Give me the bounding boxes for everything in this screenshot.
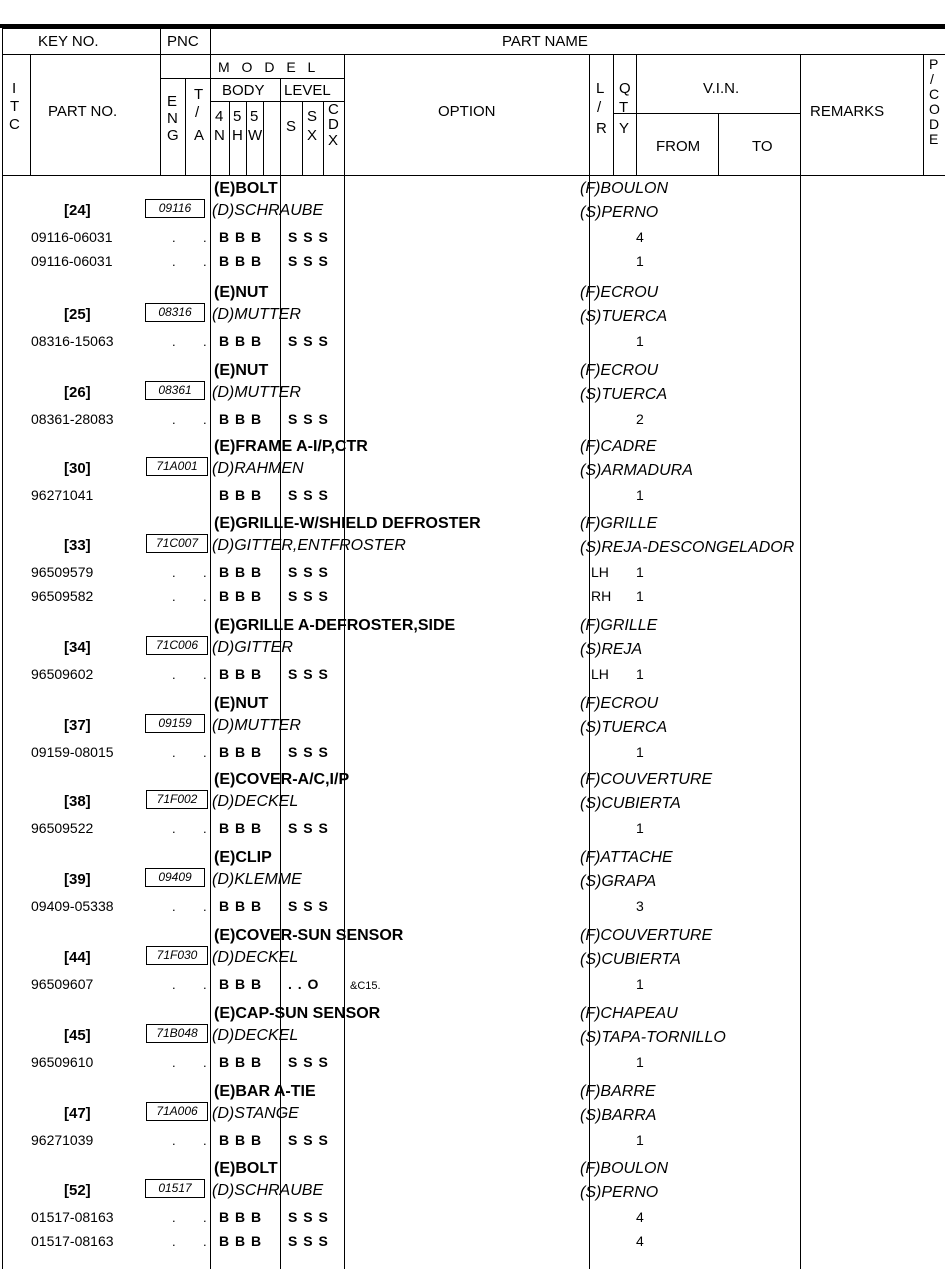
qty-value: 3	[636, 898, 644, 914]
part-name-de: (D)MUTTER	[212, 306, 301, 323]
eng-value: .	[172, 412, 176, 427]
body-codes: B B B	[219, 564, 263, 580]
part-name-de: (D)DECKEL	[212, 949, 299, 966]
qty-value: 4	[636, 1233, 644, 1249]
part-name-de: (D)DECKEL	[212, 793, 299, 810]
part-name-fr: (F)ECROU	[580, 362, 659, 379]
part-name-en: (E)FRAME A-I/P,CTR	[214, 438, 368, 455]
key-number: [47]	[64, 1105, 91, 1122]
qty-heading-3: Y	[619, 120, 630, 137]
eng-value: .	[172, 745, 176, 760]
part-name-en: (E)BOLT	[214, 180, 278, 197]
part-name-en: (E)GRILLE A-DEFROSTER,SIDE	[214, 617, 456, 634]
header-rule	[613, 113, 800, 114]
pnc-code: 71C007	[146, 534, 208, 553]
body-codes: B B B	[219, 1209, 263, 1225]
lr-value: RH	[591, 588, 612, 604]
pnc-code: 08316	[145, 303, 205, 322]
body-codes: B B B	[219, 333, 263, 349]
key-number: [44]	[64, 949, 91, 966]
part-name-en: (E)NUT	[214, 695, 269, 712]
ta-value: .	[203, 565, 207, 580]
key-number: [25]	[64, 306, 91, 323]
part-number: 96271039	[31, 1132, 94, 1148]
part-name-fr: (F)CADRE	[580, 438, 657, 455]
level-codes: S S S	[288, 1132, 329, 1148]
eng-value: .	[172, 821, 176, 836]
part-name-fr: (F)ECROU	[580, 695, 659, 712]
body-col-4n-2: N	[214, 127, 225, 144]
key-number: [24]	[64, 202, 91, 219]
part-name-fr: (F)ATTACHE	[580, 849, 673, 866]
qty-value: 1	[636, 976, 644, 992]
part-name-de: (D)SCHRAUBE	[212, 202, 324, 219]
pnc-code: 71A006	[146, 1102, 208, 1121]
lr-value: LH	[591, 666, 609, 682]
part-name-es: (S)ARMADURA	[580, 462, 693, 479]
eng-value: .	[172, 899, 176, 914]
part-name-fr: (F)BARRE	[580, 1083, 656, 1100]
part-name-en: (E)NUT	[214, 362, 269, 379]
part-name-fr: (F)BOULON	[580, 1160, 668, 1177]
lr-value: LH	[591, 564, 609, 580]
level-col-cdx-2: D	[328, 116, 339, 133]
part-number: 96509522	[31, 820, 94, 836]
part-name-en: (E)CAP-SUN SENSOR	[214, 1005, 381, 1022]
ta-value: .	[203, 745, 207, 760]
body-col-4n-1: 4	[215, 108, 224, 125]
part-number: 09116-06031	[31, 253, 113, 269]
part-name-en: (E)COVER-A/C,I/P	[214, 771, 350, 788]
part-name-es: (S)CUBIERTA	[580, 795, 681, 812]
ta-value: .	[203, 334, 207, 349]
part-name-en: (E)BAR A-TIE	[214, 1083, 316, 1100]
body-codes: B B B	[219, 820, 263, 836]
part-name-es: (S)TUERCA	[580, 386, 668, 403]
qty-value: 1	[636, 744, 644, 760]
qty-value: 2	[636, 411, 644, 427]
key-number: [38]	[64, 793, 91, 810]
eng-value: .	[172, 667, 176, 682]
part-name-de: (D)MUTTER	[212, 384, 301, 401]
level-codes: S S S	[288, 411, 329, 427]
part-name-fr: (F)BOULON	[580, 180, 668, 197]
body-codes: B B B	[219, 1132, 263, 1148]
level-codes: S S S	[288, 487, 329, 503]
eng-value: .	[172, 565, 176, 580]
vin-to-heading: TO	[752, 138, 773, 155]
body-codes: B B B	[219, 1054, 263, 1070]
part-name-fr: (F)CHAPEAU	[580, 1005, 678, 1022]
qty-value: 1	[636, 820, 644, 836]
ta-value: .	[203, 821, 207, 836]
pnc-heading: PNC	[167, 33, 199, 50]
ta-value: .	[203, 667, 207, 682]
body-codes: B B B	[219, 744, 263, 760]
ta-value: .	[203, 1210, 207, 1225]
eng-value: .	[172, 254, 176, 269]
lr-heading-3: R	[596, 120, 607, 137]
eng-value: .	[172, 1234, 176, 1249]
pnc-code: 71F002	[146, 790, 208, 809]
level-codes: S S S	[288, 898, 329, 914]
ta-value: .	[203, 254, 207, 269]
key-number: [37]	[64, 717, 91, 734]
pnc-code: 08361	[145, 381, 205, 400]
ta-heading-2: /	[195, 104, 200, 121]
part-name-es: (S)PERNO	[580, 204, 659, 221]
part-number: 08361-28083	[31, 411, 114, 427]
level-codes: S S S	[288, 564, 329, 580]
body-heading: BODY	[222, 82, 265, 99]
key-number: [26]	[64, 384, 91, 401]
body-codes: B B B	[219, 976, 263, 992]
vin-heading: V.I.N.	[703, 80, 740, 97]
part-name-en: (E)GRILLE-W/SHIELD DEFROSTER	[214, 515, 481, 532]
part-number: 96509602	[31, 666, 94, 682]
part-number: 09159-08015	[31, 744, 114, 760]
pcode-heading-3: C	[929, 86, 940, 102]
eng-value: .	[172, 1210, 176, 1225]
level-codes: . . O	[288, 976, 320, 992]
vin-from-heading: FROM	[656, 138, 701, 155]
qty-heading-2: T	[619, 99, 629, 116]
part-name-es: (S)CUBIERTA	[580, 951, 681, 968]
key-no-heading: KEY NO.	[38, 33, 99, 50]
body-codes: B B B	[219, 898, 263, 914]
qty-value: 4	[636, 229, 644, 245]
pnc-code: 71B048	[146, 1024, 208, 1043]
eng-heading-1: E	[167, 93, 178, 110]
qty-value: 4	[636, 1209, 644, 1225]
eng-heading-2: N	[167, 110, 178, 127]
qty-value: 1	[636, 588, 644, 604]
itc-heading-2: T	[10, 98, 20, 115]
part-name-en: (E)COVER-SUN SENSOR	[214, 927, 404, 944]
pcode-heading-5: D	[929, 116, 940, 132]
level-heading: LEVEL	[284, 82, 331, 99]
ta-value: .	[203, 412, 207, 427]
level-col-s: S	[286, 118, 297, 135]
eng-value: .	[172, 977, 176, 992]
lr-heading-2: /	[597, 99, 602, 116]
level-codes: S S S	[288, 820, 329, 836]
eng-value: .	[172, 589, 176, 604]
level-col-sx-2: X	[307, 127, 318, 144]
ta-value: .	[203, 1055, 207, 1070]
part-name-de: (D)STANGE	[212, 1105, 299, 1122]
body-col-5h-1: 5	[233, 108, 242, 125]
part-name-es: (S)GRAPA	[580, 873, 657, 890]
part-name-fr: (F)COUVERTURE	[580, 927, 713, 944]
qty-value: 1	[636, 666, 644, 682]
option-heading: OPTION	[438, 103, 496, 120]
header-rule	[160, 78, 344, 79]
pcode-heading-2: /	[930, 71, 934, 87]
ta-heading-3: A	[194, 127, 205, 144]
pcode-heading-1: P	[929, 56, 939, 72]
eng-value: .	[172, 334, 176, 349]
pnc-code: 01517	[145, 1179, 205, 1198]
qty-value: 1	[636, 487, 644, 503]
key-number: [30]	[64, 460, 91, 477]
body-codes: B B B	[219, 229, 263, 245]
ta-heading-1: T	[194, 86, 204, 103]
part-number: 96509579	[31, 564, 94, 580]
itc-heading-3: C	[9, 116, 20, 133]
eng-value: .	[172, 1055, 176, 1070]
level-col-sx-1: S	[307, 108, 318, 125]
part-name-de: (D)KLEMME	[212, 871, 302, 888]
body-codes: B B B	[219, 487, 263, 503]
pcode-heading-6: E	[929, 131, 939, 147]
pcode-heading-4: O	[929, 101, 940, 117]
pnc-code: 71A001	[146, 457, 208, 476]
part-name-de: (D)GITTER,ENTFROSTER	[212, 537, 406, 554]
ta-value: .	[203, 1133, 207, 1148]
key-number: [34]	[64, 639, 91, 656]
level-col-cdx-3: X	[328, 132, 339, 149]
body-codes: B B B	[219, 411, 263, 427]
body-col-5w-2: W	[248, 127, 263, 144]
body-codes: B B B	[219, 1233, 263, 1249]
model-heading: M O D E L	[218, 59, 320, 75]
header-rule	[2, 54, 945, 55]
part-number: 96509582	[31, 588, 94, 604]
part-name-de: (D)SCHRAUBE	[212, 1182, 324, 1199]
level-col-cdx-1: C	[328, 101, 339, 118]
part-number: 01517-08163	[31, 1209, 114, 1225]
part-name-en: (E)NUT	[214, 284, 269, 301]
ta-value: .	[203, 899, 207, 914]
key-number: [45]	[64, 1027, 91, 1044]
level-codes: S S S	[288, 253, 329, 269]
level-codes: S S S	[288, 1209, 329, 1225]
part-number: 08316-15063	[31, 333, 114, 349]
key-number: [33]	[64, 537, 91, 554]
part-name-es: (S)REJA	[580, 641, 643, 658]
part-name-de: (D)RAHMEN	[212, 460, 304, 477]
table-header	[0, 28, 945, 176]
key-number: [52]	[64, 1182, 91, 1199]
ta-value: .	[203, 589, 207, 604]
part-number: 96509610	[31, 1054, 94, 1070]
ta-value: .	[203, 977, 207, 992]
eng-heading-3: G	[167, 127, 179, 144]
qty-value: 1	[636, 253, 644, 269]
part-name-es: (S)TUERCA	[580, 308, 668, 325]
level-codes: S S S	[288, 588, 329, 604]
qty-heading-1: Q	[619, 80, 631, 97]
ta-value: .	[203, 230, 207, 245]
body-codes: B B B	[219, 666, 263, 682]
body-col-5h-2: H	[232, 127, 243, 144]
qty-value: 1	[636, 333, 644, 349]
part-name-en: (E)BOLT	[214, 1160, 278, 1177]
level-codes: S S S	[288, 1054, 329, 1070]
body-codes: B B B	[219, 588, 263, 604]
part-name-es: (S)BARRA	[580, 1107, 657, 1124]
part-name-de: (D)DECKEL	[212, 1027, 299, 1044]
part-name-fr: (F)ECROU	[580, 284, 659, 301]
eng-value: .	[172, 230, 176, 245]
pnc-code: 09409	[145, 868, 205, 887]
part-number: 01517-08163	[31, 1233, 114, 1249]
header-rule	[2, 28, 945, 29]
key-number: [39]	[64, 871, 91, 888]
part-name-fr: (F)GRILLE	[580, 617, 658, 634]
part-name-es: (S)TUERCA	[580, 719, 668, 736]
pnc-code: 71F030	[146, 946, 208, 965]
level-codes: S S S	[288, 333, 329, 349]
pnc-code: 09116	[145, 199, 205, 218]
level-codes: S S S	[288, 229, 329, 245]
body-col-5w-1: 5	[250, 108, 259, 125]
body-codes: B B B	[219, 253, 263, 269]
part-name-fr: (F)GRILLE	[580, 515, 658, 532]
pnc-code: 71C006	[146, 636, 208, 655]
part-number: 96271041	[31, 487, 94, 503]
part-name-es: (S)TAPA-TORNILLO	[580, 1029, 726, 1046]
part-name-heading: PART NAME	[502, 33, 588, 50]
part-no-heading: PART NO.	[48, 103, 118, 120]
part-number: 96509607	[31, 976, 94, 992]
part-number: 09409-05338	[31, 898, 114, 914]
part-name-es: (S)REJA-DESCONGELADOR	[580, 539, 795, 556]
part-name-en: (E)CLIP	[214, 849, 272, 866]
qty-value: 1	[636, 1132, 644, 1148]
header-rule	[2, 175, 945, 176]
level-codes: S S S	[288, 744, 329, 760]
lr-heading-1: L	[596, 80, 605, 97]
part-name-fr: (F)COUVERTURE	[580, 771, 713, 788]
remarks-heading: REMARKS	[810, 103, 885, 120]
pnc-code: 09159	[145, 714, 205, 733]
part-number: 09116-06031	[31, 229, 113, 245]
itc-heading-1: I	[12, 80, 17, 97]
part-name-es: (S)PERNO	[580, 1184, 659, 1201]
qty-value: 1	[636, 564, 644, 580]
level-codes: S S S	[288, 666, 329, 682]
qty-value: 1	[636, 1054, 644, 1070]
eng-value: .	[172, 1133, 176, 1148]
part-name-de: (D)MUTTER	[212, 717, 301, 734]
ta-value: .	[203, 1234, 207, 1249]
part-name-de: (D)GITTER	[212, 639, 293, 656]
option-value: &C15.	[350, 980, 381, 992]
level-codes: S S S	[288, 1233, 329, 1249]
